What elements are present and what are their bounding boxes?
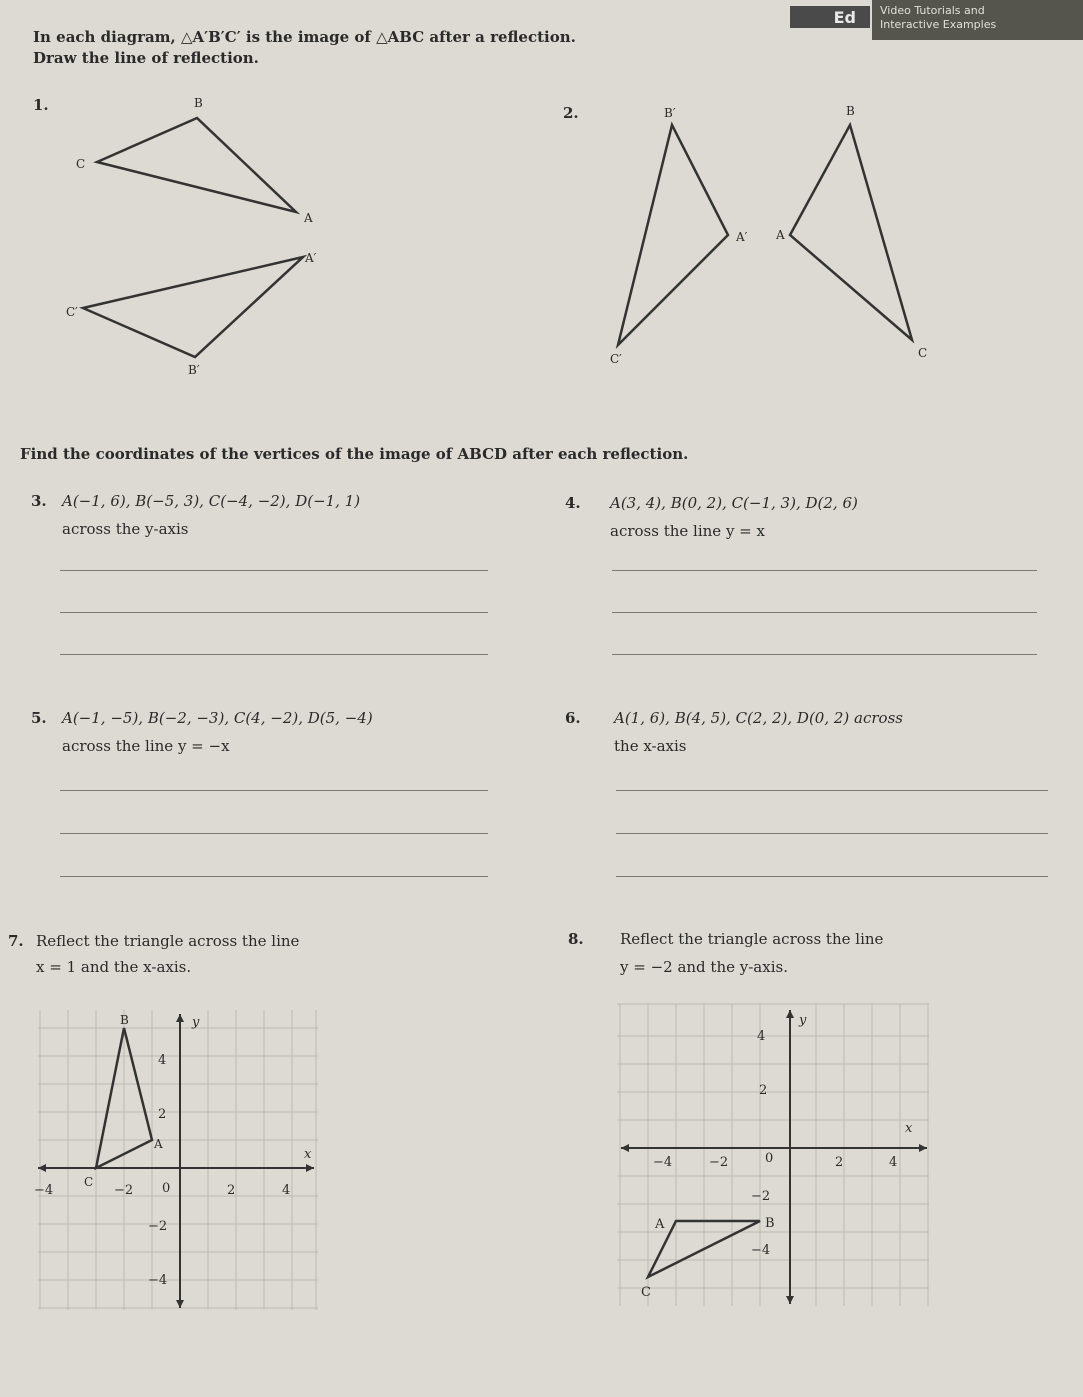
problem-4-points: A(3, 4), B(0, 2), C(−1, 3), D(2, 6) (610, 494, 858, 512)
x-tick: 2 (835, 1155, 844, 1170)
problem-6-points: A(1, 6), B(4, 5), C(2, 2), D(0, 2) across (614, 709, 903, 727)
vertex-label-a: A (154, 1137, 163, 1151)
intro-line-1: In each diagram, △A′B′C′ is the image of △ABC after a reflection. (33, 28, 576, 46)
problem-6-number: 6. (565, 709, 581, 727)
grid-lines (38, 1010, 318, 1310)
vertex-label-b: B (120, 1013, 129, 1027)
y-tick: 4 (158, 1053, 167, 1068)
answer-line[interactable] (612, 654, 1037, 655)
problem-4-number: 4. (565, 494, 581, 512)
answer-line[interactable] (60, 654, 488, 655)
problem-1-diagram (60, 90, 360, 390)
problem-7-text-line-2: x = 1 and the x-axis. (36, 958, 192, 976)
answer-line[interactable] (60, 612, 488, 613)
problem-3-reflection-line: across the y-axis (62, 520, 189, 538)
y-axis-label: y (799, 1013, 807, 1028)
x-tick: −2 (709, 1155, 729, 1170)
triangle-a-prime-b-prime-c-prime (618, 125, 728, 345)
problem-8-text-line-1: Reflect the triangle across the line (620, 930, 884, 948)
y-tick: −4 (148, 1273, 168, 1288)
ed-logo (790, 6, 870, 28)
problem-4-reflection-line: across the line y = x (610, 522, 765, 540)
label-c-prime: C′ (66, 305, 78, 319)
problem-1-number: 1. (33, 96, 49, 114)
x-axis-label: x (304, 1147, 312, 1162)
label-c: C (918, 346, 928, 360)
triangle-a-prime-b-prime-c-prime (83, 257, 303, 357)
label-c-prime: C′ (610, 352, 622, 366)
problem-8-number: 8. (568, 930, 584, 948)
answer-line[interactable] (60, 833, 488, 834)
answer-line[interactable] (60, 790, 488, 791)
section-heading: Find the coordinates of the vertices of the image of ABCD after each reflection. (20, 445, 689, 463)
answer-line[interactable] (60, 876, 488, 877)
intro-line-2: Draw the line of reflection. (33, 49, 259, 67)
brand-text: Ed (833, 7, 856, 27)
problem-5-number: 5. (31, 709, 47, 727)
problem-7-text-line-1: Reflect the triangle across the line (36, 932, 300, 950)
x-tick: 4 (889, 1155, 898, 1170)
x-tick: −4 (653, 1155, 673, 1170)
answer-line[interactable] (60, 570, 488, 571)
label-a-prime: A′ (736, 230, 748, 244)
problem-3-number: 3. (31, 492, 47, 510)
label-b: B (846, 104, 855, 118)
x-axis-label: x (905, 1121, 913, 1136)
problem-6-reflection-line: the x-axis (614, 737, 687, 755)
label-b-prime: B′ (188, 363, 200, 377)
x-tick: −4 (34, 1183, 54, 1198)
vertex-label-c: C (641, 1285, 651, 1300)
problem-2-diagram (600, 95, 960, 385)
x-tick: 2 (227, 1183, 236, 1198)
problem-7-grid (34, 1010, 318, 1310)
answer-line[interactable] (616, 876, 1048, 877)
triangle-abc (97, 118, 296, 212)
x-tick: 0 (765, 1151, 774, 1166)
x-tick: 4 (282, 1183, 291, 1198)
problem-8-grid (617, 1004, 929, 1306)
problem-3-points: A(−1, 6), B(−5, 3), C(−4, −2), D(−1, 1) (62, 492, 361, 510)
label-b: B (194, 96, 203, 110)
problem-8-text-line-2: y = −2 and the y-axis. (620, 958, 788, 976)
answer-line[interactable] (616, 833, 1048, 834)
x-tick: 0 (162, 1181, 171, 1196)
problem-7-number: 7. (8, 932, 24, 950)
y-tick: 4 (757, 1029, 766, 1044)
answer-line[interactable] (612, 570, 1037, 571)
x-tick: −2 (114, 1183, 134, 1198)
problem-2-number: 2. (563, 104, 579, 122)
triangle-abc (790, 125, 912, 340)
answer-line[interactable] (616, 790, 1048, 791)
vertex-label-c: C (84, 1175, 94, 1189)
y-tick: −2 (148, 1219, 168, 1234)
label-a-prime: A′ (305, 251, 317, 265)
y-tick: 2 (158, 1107, 167, 1122)
y-tick: −4 (751, 1243, 771, 1258)
label-c: C (76, 157, 86, 171)
label-a: A (304, 211, 313, 225)
y-tick: −2 (751, 1189, 771, 1204)
header-tagline (872, 0, 1083, 40)
problem-5-reflection-line: across the line y = −x (62, 737, 230, 755)
problem-5-points: A(−1, −5), B(−2, −3), C(4, −2), D(5, −4) (62, 709, 373, 727)
label-a: A (776, 228, 785, 242)
tagline-line-2: Interactive Examples (880, 18, 997, 31)
vertex-label-a: A (655, 1217, 665, 1232)
tagline-line-1: Video Tutorials and (880, 4, 985, 17)
answer-line[interactable] (612, 612, 1037, 613)
y-axis-label: y (192, 1015, 200, 1030)
y-tick: 2 (759, 1083, 768, 1098)
label-b-prime: B′ (664, 106, 676, 120)
vertex-label-b: B (765, 1216, 775, 1231)
